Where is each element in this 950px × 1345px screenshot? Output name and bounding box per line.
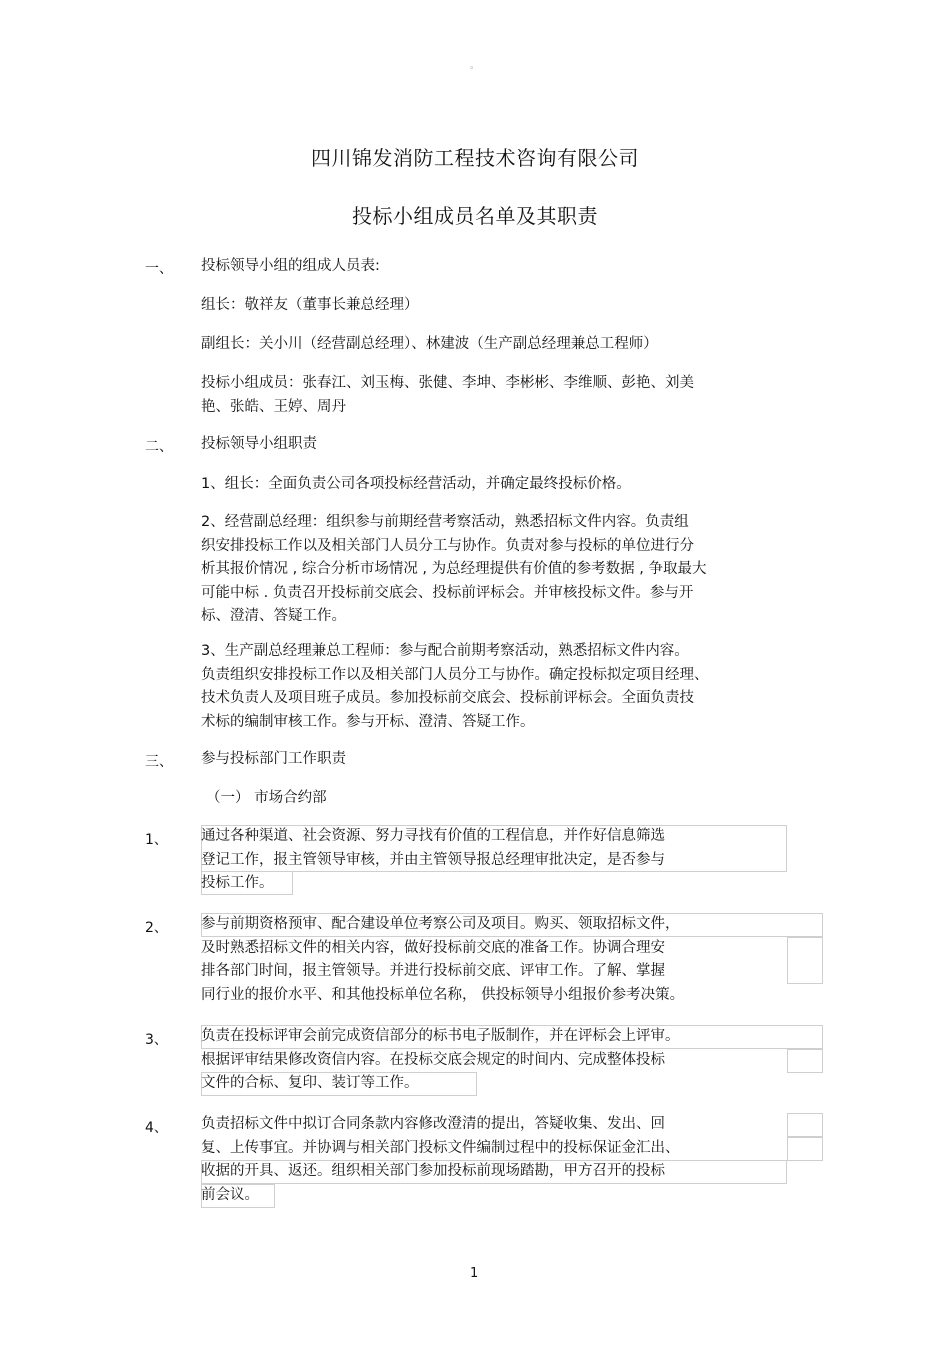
section-heading-2: 投标领导小组职责 bbox=[201, 436, 317, 452]
section-heading-1: 投标领导小组的组成人员表: bbox=[201, 258, 380, 274]
paragraph bbox=[201, 473, 631, 497]
duty-number-4: 4、 bbox=[145, 1120, 168, 1136]
paragraph bbox=[201, 511, 706, 629]
paragraph bbox=[201, 294, 419, 318]
paragraph bbox=[201, 333, 658, 357]
section-number-3: 三、 bbox=[145, 754, 173, 770]
paragraph bbox=[201, 372, 694, 419]
text-line: 1、组长：全面负责公司各项投标经营活动，并确定最终投标价格。 bbox=[201, 476, 631, 492]
section-number-1: 一、 bbox=[145, 261, 173, 277]
section-number-2: 二、 bbox=[145, 439, 173, 455]
text-line: 负责在投标评审会前完成资信部分的标书电子版制作，并在评标会上评审。 bbox=[201, 1028, 680, 1044]
text-line: 参与前期资格预审、配合建设单位考察公司及项目。购买、领取招标文件， bbox=[201, 916, 680, 932]
text-line: 3、生产副总经理兼总工程师：参与配合前期考察活动，熟悉招标文件内容。 bbox=[201, 643, 689, 659]
text-line: 文件的合标、复印、装订等工作。 bbox=[201, 1075, 419, 1091]
paragraph bbox=[201, 640, 709, 734]
text-line: 及时熟悉招标文件的相关内容，做好投标前交底的准备工作。协调合理安 bbox=[201, 939, 665, 956]
text-line: 收据的开具、返还。组织相关部门参加投标前现场踏勘，甲方召开的投标 bbox=[201, 1163, 665, 1179]
text-line: 组长：敬祥友（董事长兼总经理） bbox=[201, 297, 419, 313]
text-line: 根据评审结果修改资信内容。在投标交底会规定的时间内、完成整体投标 bbox=[201, 1051, 665, 1068]
text-frame bbox=[787, 1049, 823, 1073]
text-line: 复、上传事宜。并协调与相关部门投标文件编制过程中的投标保证金汇出、 bbox=[201, 1139, 680, 1156]
text-line: 艳、张皓、王婷、周丹 bbox=[201, 398, 346, 415]
text-line: 登记工作，报主管领导审核，并由主管领导报总经理审批决定，是否参与 bbox=[201, 851, 665, 868]
text-line: 投标工作。 bbox=[201, 875, 274, 891]
text-line: 2、经营副总经理：组织参与前期经营考察活动，熟悉招标文件内容。负责组 bbox=[201, 514, 689, 530]
page-number: 1 bbox=[470, 1266, 479, 1281]
text-line: 同行业的报价水平、和其他投标单位名称， 供投标领导小组报价参考决策。 bbox=[201, 986, 685, 1003]
text-line: 负责组织安排投标工作以及相关部门人员分工与协作。确定投标拟定项目经理、 bbox=[201, 666, 709, 683]
duty-text-3 bbox=[201, 1025, 680, 1096]
text-line: 可能中标 . 负责召开投标前交底会、投标前评标会。并审核投标文件。参与开 bbox=[201, 584, 694, 601]
duty-text-4 bbox=[201, 1113, 680, 1207]
text-line: 织安排投标工作以及相关部门人员分工与协作。负责对参与投标的单位进行分 bbox=[201, 537, 694, 554]
company-title: 四川锦发消防工程技术咨询有限公司 bbox=[311, 146, 639, 170]
text-line: 负责招标文件中拟订合同条款内容修改澄清的提出，答疑收集、发出、回 bbox=[201, 1116, 665, 1132]
duty-number-2: 2、 bbox=[145, 920, 168, 936]
text-frame bbox=[787, 937, 823, 984]
text-frame bbox=[787, 1137, 823, 1161]
top-mark: 。 bbox=[470, 61, 480, 71]
text-line: 前会议。 bbox=[201, 1186, 259, 1203]
text-line: 投标小组成员：张春江、刘玉梅、张健、李坤、李彬彬、李维顺、彭艳、刘美 bbox=[201, 375, 694, 391]
text-line: 通过各种渠道、社会资源、努力寻找有价值的工程信息，并作好信息筛选 bbox=[201, 828, 665, 844]
subsection-heading: （一） 市场合约部 bbox=[206, 790, 327, 806]
text-line: 析其报价情况 , 综合分析市场情况 , 为总经理提供有价值的参考数据 , 争取最大 bbox=[201, 561, 707, 577]
text-line: 标、澄清、答疑工作。 bbox=[201, 608, 346, 624]
text-line: 技术负责人及项目班子成员。参加投标前交底会、投标前评标会。全面负责技 bbox=[201, 690, 694, 706]
duty-text-2 bbox=[201, 913, 684, 1007]
section-heading-3: 参与投标部门工作职责 bbox=[201, 751, 346, 767]
duty-text-1 bbox=[201, 825, 665, 896]
text-frame bbox=[787, 1113, 823, 1137]
document-title: 投标小组成员名单及其职责 bbox=[352, 204, 598, 228]
text-line: 副组长：关小川（经营副总经理）、林建波（生产副总经理兼总工程师） bbox=[201, 336, 658, 352]
text-line: 术标的编制审核工作。参与开标、澄清、答疑工作。 bbox=[201, 713, 535, 730]
duty-number-3: 3、 bbox=[145, 1032, 168, 1048]
duty-number-1: 1、 bbox=[145, 832, 168, 848]
text-line: 排各部门时间，报主管领导。并进行投标前交底、评审工作。了解、掌握 bbox=[201, 963, 665, 979]
